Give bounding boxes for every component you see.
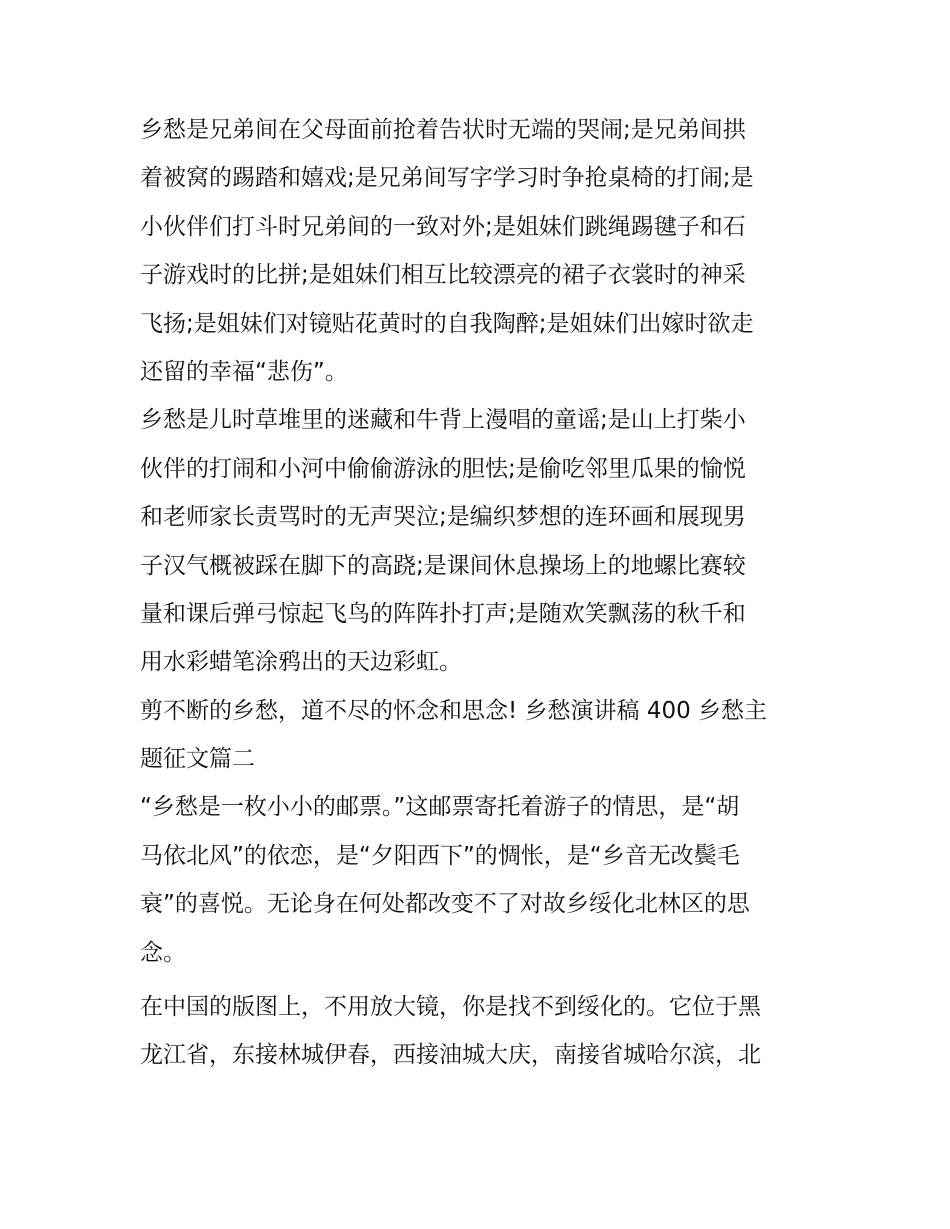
paragraph-5 bbox=[140, 983, 815, 1080]
paragraph-2 bbox=[140, 396, 815, 686]
text-line: 着被窝的踢踏和嬉戏;是兄弟间写字学习时争抢桌椅的打闹;是 bbox=[140, 165, 754, 192]
text-line: 飞扬;是姐妹们对镜贴花黄时的自我陶醉;是姐妹们出嫁时欲走 bbox=[140, 310, 754, 337]
text-line: 马依北风”的依恋，是“夕阳西下”的惆怅，是“乡音无改鬓毛 bbox=[140, 842, 740, 869]
text-line: 小伙伴们打斗时兄弟间的一致对外;是姐妹们跳绳踢毽子和石 bbox=[140, 213, 746, 240]
text-line: “乡愁是一枚小小的邮票。”这邮票寄托着游子的情思，是“胡 bbox=[140, 794, 740, 821]
text-line: 还留的幸福“悲伤”。 bbox=[140, 358, 348, 385]
text-line: 量和课后弹弓惊起飞鸟的阵阵扑打声;是随欢笑飘荡的秋千和 bbox=[140, 600, 746, 627]
text-line: 和老师家长责骂时的无声哭泣;是编织梦想的连环画和展现男 bbox=[140, 504, 746, 531]
text-line: 在中国的版图上，不用放大镜，你是找不到绥化的。它位于黑 bbox=[140, 994, 761, 1021]
paragraph-1 bbox=[140, 106, 815, 396]
text-line: 用水彩蜡笔涂鸦出的天边彩虹。 bbox=[140, 649, 462, 676]
text-line: 伙伴的打闹和小河中偷偷游泳的胆怯;是偷吃邻里瓜果的愉悦 bbox=[140, 455, 746, 482]
text-line: 乡愁是兄弟间在父母面前抢着告状时无端的哭闹;是兄弟间拱 bbox=[140, 117, 746, 143]
text-line: 乡愁是儿时草堆里的迷藏和牛背上漫唱的童谣;是山上打柴小 bbox=[140, 407, 746, 434]
text-line: 龙江省，东接林城伊春，西接油城大庆，南接省城哈尔滨，北 bbox=[140, 1042, 761, 1069]
paragraph-3 bbox=[140, 687, 815, 784]
text-line: 衰”的喜悦。无论身在何处都改变不了对故乡绥化北林区的思 bbox=[140, 891, 750, 918]
text-line: 念。 bbox=[140, 939, 186, 966]
text-line: 子汉气概被踩在脚下的高跷;是课间休息操场上的地螺比赛较 bbox=[140, 552, 746, 579]
document-body bbox=[140, 106, 815, 1080]
text-line: 子游戏时的比拼;是姐妹们相互比较漂亮的裙子衣裳时的神采 bbox=[140, 262, 746, 289]
text-line: 题征文篇二 bbox=[140, 746, 255, 773]
paragraph-4 bbox=[140, 783, 815, 977]
text-line: 剪不断的乡愁，道不尽的怀念和思念! 乡愁演讲稿 400 乡愁主 bbox=[140, 697, 768, 724]
